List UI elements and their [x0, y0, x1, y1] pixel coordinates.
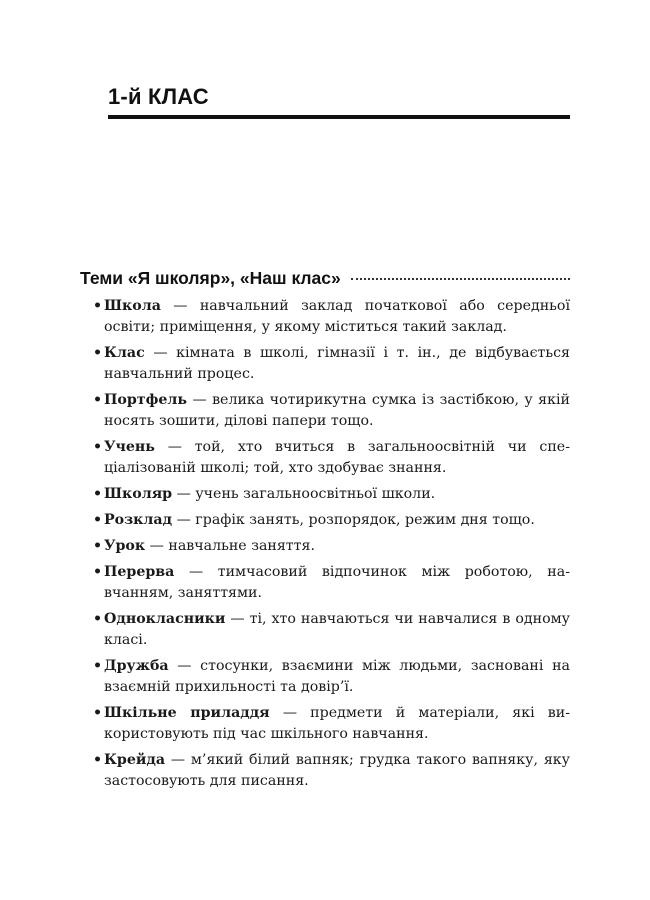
- term-list: [80, 296, 570, 792]
- term-word: Школа: [104, 298, 161, 314]
- vocabulary-section: [80, 266, 570, 797]
- term-word: Школяр: [104, 486, 173, 502]
- term-item: [80, 609, 570, 651]
- term-word: Учень: [104, 439, 155, 455]
- term-word: Урок: [104, 538, 146, 554]
- bullet-icon: •: [93, 564, 103, 580]
- term-definition: — велика чотирикутна сумка із застібкою, у якій носять зошити, ділові папери тощо.: [104, 392, 570, 429]
- term-word: Дружба: [104, 658, 169, 674]
- term-definition: — предмети й матеріали, які використовують під час шкільного навчання.: [104, 705, 571, 742]
- bullet-icon: •: [93, 611, 103, 627]
- term-item: [80, 703, 570, 745]
- bullet-icon: •: [93, 705, 103, 721]
- term-definition: — ті, хто навчаються чи навчалися в одному класі.: [104, 611, 570, 648]
- term-definition: — навчальне заняття.: [145, 538, 315, 554]
- term-definition: — тимчасовий відпочинок між роботою, навчанням, заняттями.: [104, 564, 570, 601]
- term-item: [80, 390, 570, 432]
- term-item: [80, 484, 570, 505]
- bullet-icon: •: [93, 345, 103, 361]
- term-definition: — стосунки, взаємини між людьми, засновані на взаємній прихильності та довір’ї.: [104, 658, 570, 695]
- term-definition: — той, хто вчиться в загальноосвітній чи спеціалізованій школі; той, хто здобуває знання.: [104, 439, 570, 476]
- bullet-icon: •: [93, 486, 103, 502]
- term-word: Клас: [104, 345, 145, 361]
- page-header: [108, 84, 570, 119]
- chapter-title: 1-й КЛАС: [108, 84, 209, 109]
- term-word: Крейда: [104, 752, 166, 768]
- header-rule: [108, 115, 570, 119]
- term-item: [80, 437, 570, 479]
- term-item: [80, 343, 570, 385]
- term-word: Перерва: [104, 564, 175, 580]
- bullet-icon: •: [93, 392, 103, 408]
- term-item: [80, 750, 570, 792]
- bullet-icon: •: [93, 298, 103, 314]
- bullet-icon: •: [93, 439, 103, 455]
- section-heading-text: Теми «Я школяр», «Наш клас»: [80, 268, 341, 288]
- term-definition: — графік занять, розпорядок, режим дня тощо.: [172, 512, 535, 528]
- bullet-icon: •: [93, 538, 103, 554]
- term-definition: — учень загальноосвітньої школи.: [172, 486, 436, 502]
- term-item: [80, 510, 570, 531]
- bullet-icon: •: [93, 512, 103, 528]
- term-item: [80, 656, 570, 698]
- term-word: Однокласники: [104, 611, 226, 627]
- term-item: [80, 296, 570, 338]
- bullet-icon: •: [93, 752, 103, 768]
- term-word: Розклад: [104, 512, 173, 528]
- term-definition: — навчальний заклад початкової або середньої освіти; приміщення, у якому міститься такий заклад.: [104, 298, 570, 335]
- term-item: [80, 562, 570, 604]
- term-definition: — м’який білий вапняк; грудка такого вапняку, яку застосовують для писання.: [104, 752, 570, 789]
- section-heading: [80, 266, 570, 290]
- dot-leader: [351, 278, 570, 280]
- term-word: Шкільне приладдя: [104, 705, 270, 721]
- bullet-icon: •: [93, 658, 103, 674]
- term-definition: — кімната в школі, гімназії і т. ін., де відбувається навчальний процес.: [104, 345, 570, 382]
- term-item: [80, 536, 570, 557]
- term-word: Портфель: [104, 392, 188, 408]
